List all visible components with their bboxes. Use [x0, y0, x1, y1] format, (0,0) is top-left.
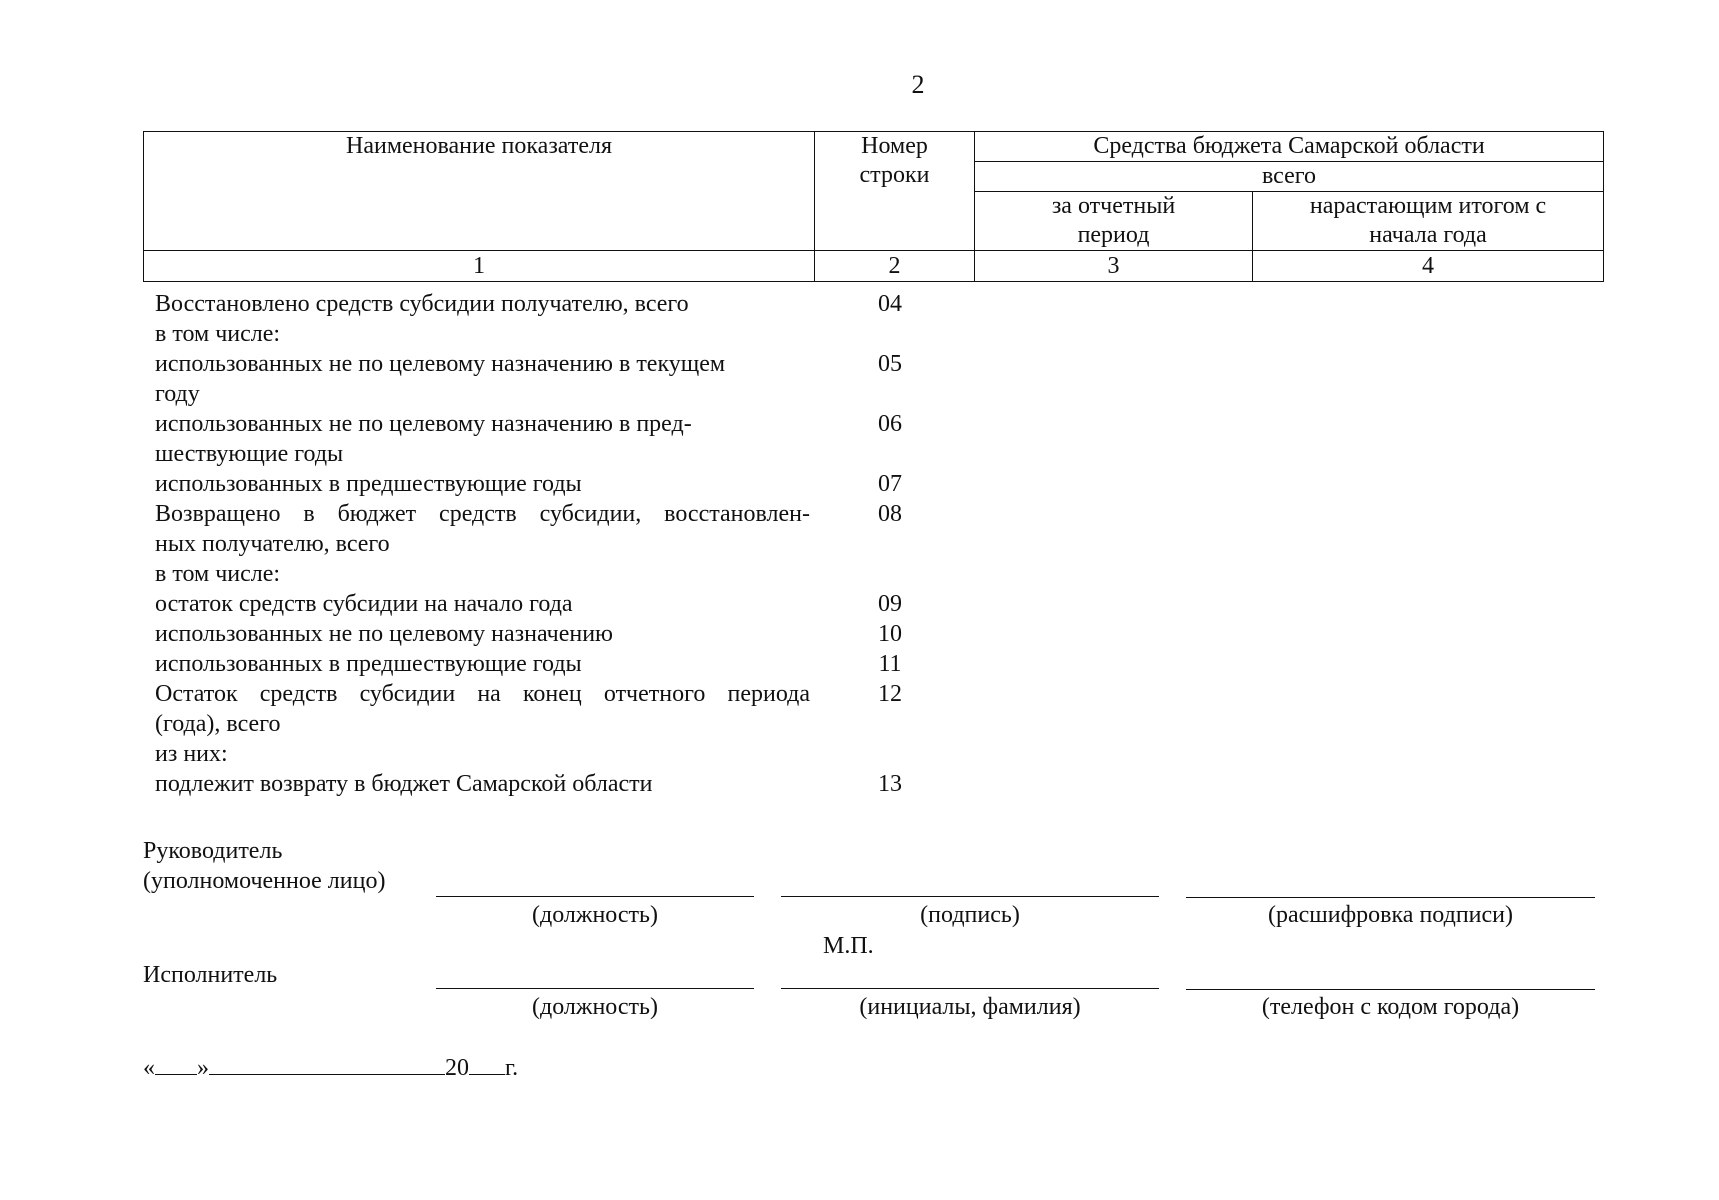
- table-row: [143, 289, 1603, 319]
- table-row: [143, 379, 1603, 409]
- table-row: [143, 499, 1603, 529]
- report-table-header: [143, 131, 1604, 282]
- row-code: [810, 709, 970, 739]
- date-line: [143, 1052, 518, 1083]
- date-month-blank: [209, 1052, 445, 1075]
- row-code: 09: [878, 591, 902, 617]
- executor-phone-line: [1186, 989, 1595, 990]
- stamp-mark: М.П.: [823, 933, 874, 959]
- header-budget: [975, 132, 1604, 162]
- table-row: [143, 559, 1603, 589]
- header-indicator-name-text: Наименование показателя: [346, 133, 612, 159]
- table-row: [143, 439, 1603, 469]
- date-year-suffix: г.: [505, 1055, 519, 1081]
- table-row: [143, 649, 1603, 679]
- table-row: [143, 679, 1603, 709]
- header-budget-text: Средства бюджета Самарской области: [1093, 133, 1485, 159]
- row-code: [810, 439, 970, 469]
- row-code: 12: [878, 681, 902, 707]
- date-day-blank: [155, 1052, 197, 1075]
- row-code: [810, 319, 970, 349]
- executor-position-caption: (должность): [532, 994, 658, 1020]
- row-name: остаток средств субсидии на начало года: [155, 591, 573, 617]
- row-name: использованных не по целевому назначению: [155, 621, 613, 647]
- row-code: 06: [878, 411, 902, 437]
- table-row: [143, 769, 1603, 799]
- head-decoding-line: [1186, 897, 1595, 898]
- row-code: 13: [878, 771, 902, 797]
- head-label-line1: Руководитель: [143, 838, 283, 864]
- row-code: 04: [878, 291, 902, 317]
- row-name: Остаток средств субсидии на конец отчетного периода: [155, 681, 810, 707]
- date-open-quote: «: [143, 1055, 155, 1081]
- executor-label: Исполнитель: [143, 962, 278, 988]
- row-name: шествующие годы: [155, 441, 344, 467]
- executor-position-line: [436, 988, 754, 989]
- header-total: [975, 162, 1604, 192]
- column-index-4: 4: [1253, 251, 1604, 282]
- header-cumulative-line1: нарастающим итогом с: [1309, 193, 1547, 219]
- head-label-line2: (уполномоченное лицо): [143, 868, 386, 894]
- executor-initials-line: [781, 988, 1159, 989]
- header-total-text: всего: [1261, 163, 1317, 189]
- header-period-line1: за отчетный: [1051, 193, 1176, 219]
- header-indicator-name: [144, 132, 815, 251]
- header-cumulative: [1253, 192, 1604, 251]
- column-index-1: 1: [144, 251, 815, 282]
- header-row-number-line2: строки: [859, 162, 930, 188]
- row-name: из них:: [155, 741, 228, 767]
- table-row: [143, 739, 1603, 769]
- row-name: Возвращено в бюджет средств субсидии, восстановлен-: [155, 501, 810, 527]
- executor-phone-caption: (телефон с кодом города): [1261, 994, 1520, 1020]
- head-position-line: [436, 896, 754, 897]
- row-name: использованных не по целевому назначению в текущем: [155, 351, 726, 377]
- column-index-2: 2: [815, 251, 975, 282]
- row-name: году: [155, 381, 200, 407]
- page-number: 2: [911, 70, 925, 99]
- row-code: 11: [878, 651, 902, 677]
- table-row: [143, 409, 1603, 439]
- header-cumulative-line2: начала года: [1369, 222, 1487, 248]
- row-code: [810, 529, 970, 559]
- executor-initials-caption: (инициалы, фамилия): [859, 994, 1081, 1020]
- head-signature-line: [781, 896, 1159, 897]
- header-reporting-period: [975, 192, 1253, 251]
- row-name: Восстановлено средств субсидии получателю, всего: [155, 291, 689, 317]
- table-row: [143, 469, 1603, 499]
- table-row: [143, 709, 1603, 739]
- head-position-caption: (должность): [532, 902, 658, 928]
- date-close-quote: »: [197, 1055, 209, 1081]
- row-code: [810, 559, 970, 589]
- head-signature-caption: (подпись): [920, 902, 1020, 928]
- header-row-number-line1: Номер: [861, 133, 928, 159]
- header-row-number: [815, 132, 975, 251]
- row-code: [810, 379, 970, 409]
- row-name: использованных в предшествующие годы: [155, 471, 582, 497]
- header-period-line2: период: [1077, 222, 1150, 248]
- row-code: 08: [878, 501, 902, 527]
- head-decoding-caption: (расшифровка подписи): [1268, 902, 1513, 928]
- row-name: в том числе:: [155, 321, 281, 347]
- row-name: подлежит возврату в бюджет Самарской области: [155, 771, 653, 797]
- row-name: в том числе:: [155, 561, 281, 587]
- row-code: 07: [878, 471, 902, 497]
- table-row: [143, 349, 1603, 379]
- column-index-3: 3: [975, 251, 1253, 282]
- row-code: 10: [878, 621, 902, 647]
- row-name: ных получателю, всего: [155, 531, 390, 557]
- date-year-prefix: 20: [445, 1055, 469, 1081]
- table-row: [143, 319, 1603, 349]
- date-year-blank: [469, 1052, 505, 1075]
- row-name: использованных не по целевому назначению в пред-: [155, 411, 692, 437]
- row-name: (года), всего: [155, 711, 281, 737]
- row-code: 05: [878, 351, 902, 377]
- table-row: [143, 529, 1603, 559]
- row-code: [810, 739, 970, 769]
- report-rows: [143, 289, 1603, 799]
- row-name: использованных в предшествующие годы: [155, 651, 582, 677]
- table-row: [143, 589, 1603, 619]
- table-row: [143, 619, 1603, 649]
